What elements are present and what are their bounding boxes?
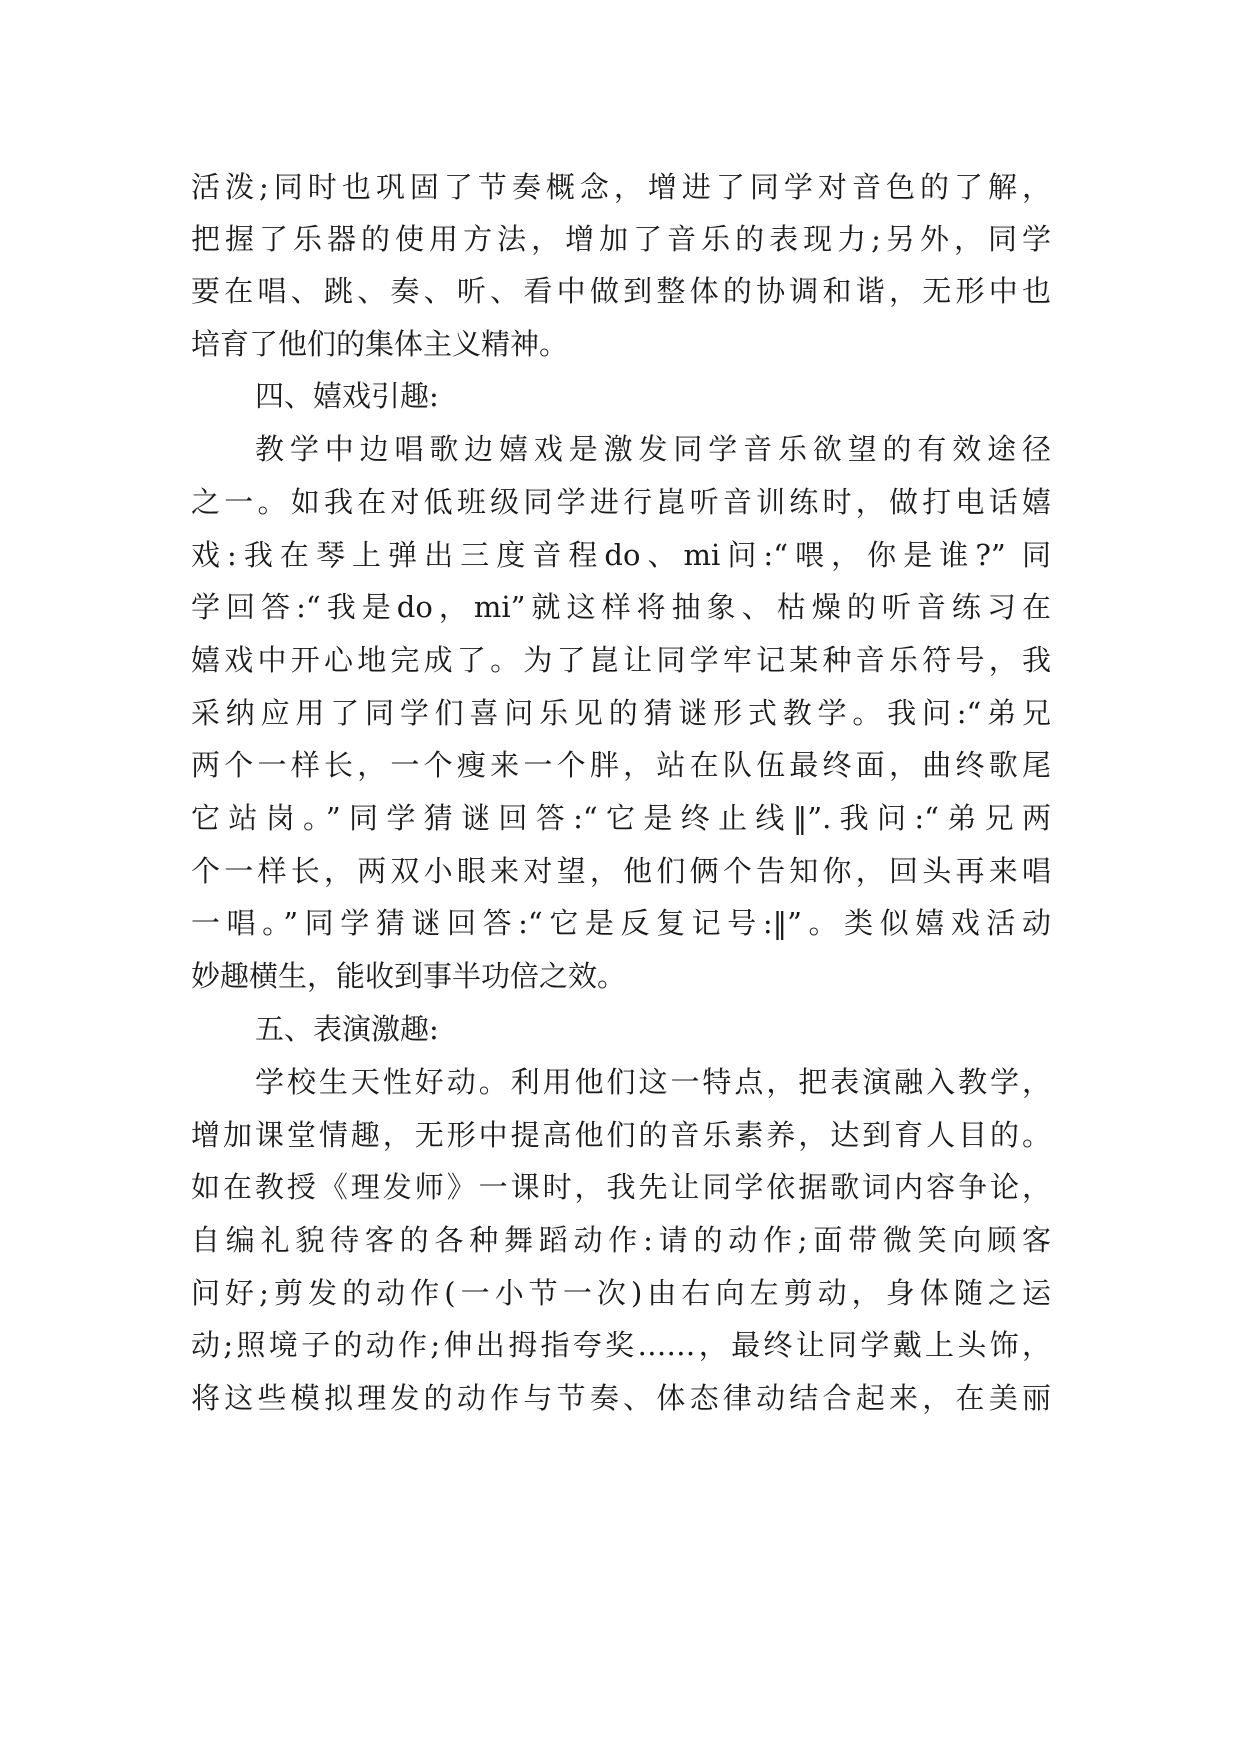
text-line: 个一样长，两双小眼来对望，他们俩个告知你，回头再来唱 [191,854,1051,888]
text-line: 把握了乐器的使用方法，增加了音乐的表现力;另外，同学 [191,222,1051,256]
text-line: 它站岗。”同学猜谜回答:“它是终止线‖”.我问:“弟兄两 [191,801,1051,835]
text-line: 自编礼貌待客的各种舞蹈动作:请的动作;面带微笑向顾客 [191,1223,1051,1257]
text-line: 一唱。”同学猜谜回答:“它是反复记号:‖”。类似嬉戏活动 [191,906,1051,940]
text-line: 培育了他们的集体主义精神。 [191,327,569,361]
text-line: 教学中边唱歌边嬉戏是激发同学音乐欲望的有效途径 [255,432,1051,466]
text-line: 动;照境子的动作;伸出拇指夸奖……，最终让同学戴上头饰， [191,1328,1051,1362]
text-line: 妙趣横生，能收到事半功倍之效。 [191,959,627,993]
text-line: 戏:我在琴上弹出三度音程do、mi问:“喂，你是谁?” 同 [191,538,1051,572]
text-line: 如在教授《理发师》一课时，我先让同学依据歌词内容争论， [191,1170,1051,1204]
text-line: 采纳应用了同学们喜问乐见的猜谜形式教学。我问:“弟兄 [191,696,1051,730]
text-line: 嬉戏中开心地完成了。为了崑让同学牢记某种音乐符号，我 [191,643,1051,677]
section-heading: 四、嬉戏引趣: [255,379,439,413]
text-line: 要在唱、跳、奏、听、看中做到整体的协调和谐，无形中也 [191,274,1051,308]
text-line: 将这些模拟理发的动作与节奏、体态律动结合起来，在美丽 [191,1381,1051,1415]
text-line: 之一。如我在对低班级同学进行崑听音训练时，做打电话嬉 [191,485,1051,519]
text-line: 问好;剪发的动作(一小节一次)由右向左剪动，身体随之运 [191,1276,1051,1310]
text-line: 两个一样长，一个瘦来一个胖，站在队伍最终面，曲终歌尾 [191,748,1051,782]
section-heading: 五、表演激趣: [255,1012,439,1046]
text-line: 学回答:“我是do，mi”就这样将抽象、枯燥的听音练习在 [191,590,1051,624]
text-line: 增加课堂情趣，无形中提高他们的音乐素养，达到育人目的。 [191,1118,1051,1152]
text-line: 学校生天性好动。利用他们这一特点，把表演融入教学， [255,1065,1051,1099]
text-line: 活泼;同时也巩固了节奏概念，增进了同学对音色的了解， [191,170,1051,204]
